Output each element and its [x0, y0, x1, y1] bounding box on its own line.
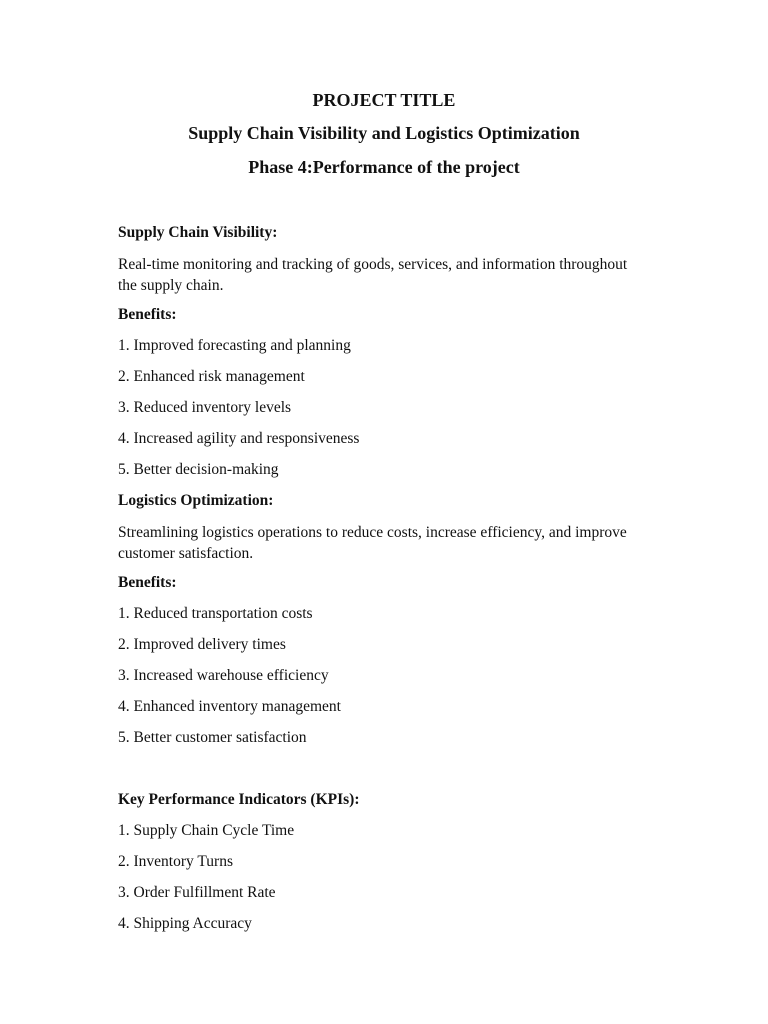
section-heading-visibility: Supply Chain Visibility:: [118, 224, 278, 241]
visibility-description: Real-time monitoring and tracking of goods, services, and information throughout the supply chain.: [118, 256, 628, 294]
list-item: 2. Enhanced risk management: [118, 368, 305, 385]
project-subtitle: Supply Chain Visibility and Logistics Optimization: [188, 123, 580, 143]
logistics-description: Streamlining logistics operations to reduce costs, increase efficiency, and improve customer satisfaction.: [118, 524, 627, 562]
list-item: 2. Improved delivery times: [118, 636, 286, 653]
list-item: 3. Order Fulfillment Rate: [118, 884, 276, 901]
list-item: 2. Inventory Turns: [118, 853, 233, 870]
list-item: 1. Supply Chain Cycle Time: [118, 822, 295, 839]
project-title-label: PROJECT TITLE: [312, 90, 456, 110]
list-item: 5. Better decision-making: [118, 461, 279, 478]
list-item: 4. Shipping Accuracy: [118, 915, 252, 932]
section-heading-logistics: Logistics Optimization:: [118, 492, 274, 509]
list-item: 1. Reduced transportation costs: [118, 605, 313, 622]
document-body: [118, 223, 638, 934]
list-item: 4. Increased agility and responsiveness: [118, 430, 360, 447]
list-item: 5. Better customer satisfaction: [118, 729, 307, 746]
section-heading-kpis: Key Performance Indicators (KPIs):: [118, 791, 360, 808]
list-item: 4. Enhanced inventory management: [118, 698, 341, 715]
list-item: 3. Reduced inventory levels: [118, 399, 292, 416]
list-item: 1. Improved forecasting and planning: [118, 337, 351, 354]
visibility-benefits-heading: Benefits:: [118, 306, 177, 323]
phase-title: Phase 4:Performance of the project: [248, 157, 520, 177]
list-item: 3. Increased warehouse efficiency: [118, 667, 329, 684]
logistics-benefits-heading: Benefits:: [118, 574, 177, 591]
